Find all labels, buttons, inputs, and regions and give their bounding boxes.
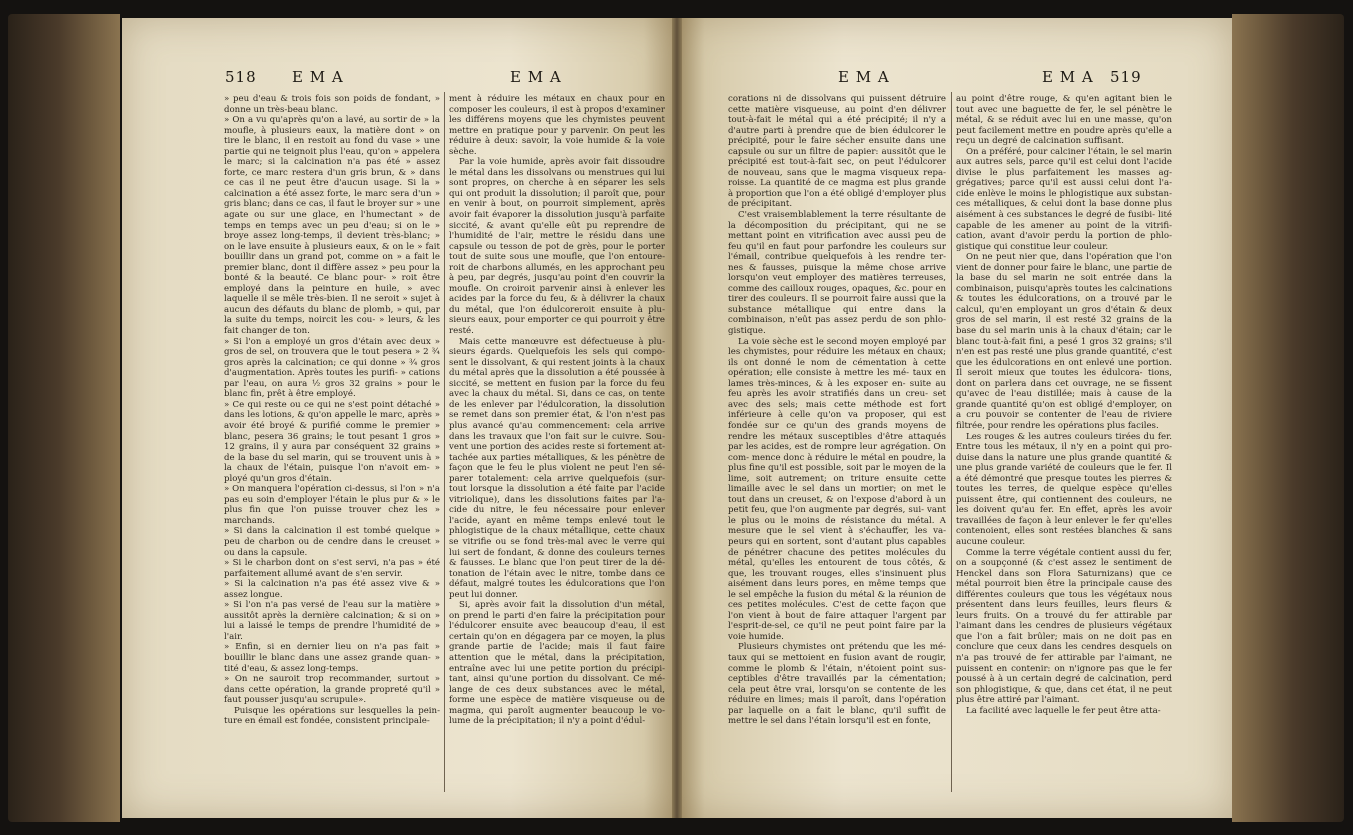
- paragraph: » On a vu qu'après qu'on a lavé, au sortir de » la moufle, à plusieurs eaux, la matière dont » on tire le blanc, il en restoit au fond du vase » une partie qui ne teignoit plus l'eau, qu'on » appelera le marc; si la calcination n'a pas été » assez forte, ce marc restera d'un gris brun, & » dans ce cas il ne peut être d'aucun usage. Si la » calcination a été assez forte, le marc sera d'un » gris blanc; dans ce cas, il faut le broyer sur » une agate ou sur une glace, en l'humectant » de temps en temps avec un peu d'eau; si on le » broye assez long-temps, il devient très-blanc; » on le lave ensuite à plusieurs eaux, & on le » fait bouillir dans un grand pot, comme on » a fait le premier blanc, dont il diffère assez » peu pour la bonté & la beauté. Ce blanc pour- » roit être employé dans la peinture en huile, » avec laquelle il se mêle très-bien. Il ne seroit » sujet à aucun des défauts du blanc de plomb, » qui, par la suite du temps, noircit les cou- » leurs, & les fait changer de ton.: [224, 115, 440, 337]
- right-running-head-2: E M A: [1042, 68, 1094, 86]
- right-column-1: [728, 94, 946, 800]
- paragraph: » Enfin, si en dernier lieu on n'a pas fait » bouillir le blanc dans une assez grande quan- » tité d'eau, & assez long-temps.: [224, 642, 440, 674]
- paragraph: On ne peut nier que, dans l'opération que l'on vient de donner pour faire le blanc, une partie de la base du sel marin ne soit entrée dans la combinaison, puisqu'après toutes les calcinations & toutes les édulcorations, on a trouvé par le calcul, qu'en employant un gros d'étain & deux gros de sel marin, il est resté 32 grains de la base du sel marin unis à la chaux d'étain; car le blanc tout-à-fait fini, a pesé 1 gros 32 grains; s'il n'en est pas resté une plus grande quantité, c'est que les édulcorations en ont enlevé une portion. Il seroit mieux que toutes les édulcora- tions, dont on parlera dans cet ouvrage, ne se fissent qu'avec de l'eau distillée; mais à cause de la grande quantité qu'on est obligé d'employer, on a cru pouvoir se contenter de l'eau de riviere filtrée, pour rendre les opérations plus faciles.: [956, 252, 1172, 431]
- book-edge-right: [1232, 14, 1344, 822]
- paragraph: C'est vraisemblablement la terre résultante de la décomposition du précipitant, qui ne se mettant point en vitrification avec aussi peu de feu qu'il en faut pour parfondre les couleurs sur l'émail, contribue quelquefois à les rendre ter- nes & fausses, puisque la même chose arrive lorsqu'on veut employer des matières terreuses, comme des cailloux rouges, opaques, &c. pour en tirer des couleurs. Il se pourroit faire aussi que la substance métallique qui entre dans la combinaison, n'eût pas assez perdu de son phlo- gistique.: [728, 210, 946, 337]
- paragraph: La voie sèche est le second moyen employé par les chymistes, pour réduire les métaux en chaux; ils ont donné le nom de cémentation à cette opération; elle consiste à mettre les mé- taux en lames très-minces, & à les exposer en- suite au feu après les avoir stratifiés dans un creu- set avec des sels; mais cette méthode est fort inférieure à celle qu'on va proposer, qui est fondée sur ce qu'un des grands moyens de rendre les métaux susceptibles d'être attaqués par les acides, est de rompre leur agrégation. On com- mence donc à réduire le métal en poudre, la plus fine qu'il est possible, soit par le moyen de la lime, soit autrement; on triture ensuite cette limaille avec le sel dans un mortier; on met le tout dans un creuset, & on l'expose d'abord à un petit feu, que l'on augmente par degrés, sui- vant le plus ou le moins de résistance du métal. A mesure que le sel vient à s'échauffer, les va- peurs qui en sortent, sont d'autant plus capables de pénétrer chacune des petites molécules du métal, qu'elles les entourent de tous côtés, & que, les trouvant rouges, elles s'insinuent plus aisément dans leurs pores, en même temps que le sel empêche la fusion du métal & la réunion de ces petites molécules. C'est de cette façon que l'on vient à bout de faire attaquer l'argent par l'esprit-de-sel, ce qu'il ne peut point faire par la voie humide.: [728, 336, 946, 642]
- paragraph: au point d'être rouge, & qu'en agitant bien le tout avec une baguette de fer, le sel pénètre le métal, & se réduit avec lui en une masse, qu'on peut facilement mettre en poudre après qu'elle a reçu un degré de calcination suffisant.: [956, 94, 1172, 147]
- left-column-2: [449, 94, 665, 800]
- paragraph: Plusieurs chymistes ont prétendu que les mé- taux qui se mettoient en fusion avant de rougir, comme le plomb & l'étain, n'étoient point sus- ceptibles d'être travaillés par la cémentation; cela peut être vrai, lorsqu'on se contente de les réduire en limes; mais il paroît, dans l'opération par laquelle on a fait le blanc, qu'il suffit de mettre le sel dans l'étain lorsqu'il est en fonte,: [728, 642, 946, 727]
- right-column-rule: [951, 92, 952, 792]
- paragraph: » Si l'on n'a pas versé de l'eau sur la matière » aussitôt après la dernière calcination; & si on » lui a laissé le temps de prendre l'humidité de » l'air.: [224, 600, 440, 642]
- paragraph: » On manquera l'opération ci-dessus, si l'on » n'a pas eu soin d'employer l'étain le plus pur & » le plus fin que l'on puisse trouver chez les » marchands.: [224, 484, 440, 526]
- paragraph: On a préféré, pour calciner l'étain, le sel marin aux autres sels, parce qu'il est celui dont l'acide divise le plus parfaitement les masses ag- grégatives; parce qu'il est aussi celui dont l'a- cide enlève le moins le phlogistique aux substan- ces métalliques, & celui dont la base donne plus aisément à ces substances le degré de fusibi- lité capable de les amener au point de la vitrifi- cation, avant d'avoir perdu la portion de phlo- gistique qui constitue leur couleur.: [956, 146, 1172, 252]
- paragraph: » Si le charbon dont on s'est servi, n'a pas » été parfaitement allumé avant de s'en servir.: [224, 558, 440, 579]
- paragraph: Les rouges & les autres couleurs tirées du fer. Entre tous les métaux, il n'y en a point qui pro- duise dans la nature une plus grande quantité & une plus grande variété de couleurs que le fer. Il a été démontré que presque toutes les pierres & toutes les terres, de quelque espèce qu'elles puissent être, qui contiennent des couleurs, ne les doivent qu'au fer. En effet, après les avoir travaillées de façon à leur enlever le fer qu'elles contenoient, elles sont restées blanches & sans aucune couleur.: [956, 431, 1172, 547]
- paragraph: ment à réduire les métaux en chaux pour en composer les couleurs, il est à propos d'examiner les différens moyens que les chymistes peuvent mettre en pratique pour y parvenir. On peut les réduire à deux: savoir, la voie humide & la voie sèche.: [449, 94, 665, 157]
- paragraph: » Ce qui reste ou ce qui ne s'est point détaché » dans les lotions, & qu'on appelle le marc, après » avoir été broyé & purifié comme le premier » blanc, pesera 36 grains; le tout pesant 1 gros » 12 grains, il y aura par conséquent 32 grains » de la base du sel marin, qui se trouvent unis à » la chaux de l'étain, puisque l'on n'avoit em- » ployé qu'un gros d'étain.: [224, 399, 440, 484]
- left-running-head-1: E M A: [292, 68, 344, 86]
- paragraph: » On ne sauroit trop recommander, surtout » dans cette opération, la grande propreté qu'il » faut pousser jusqu'au scrupule».: [224, 674, 440, 706]
- right-page-number: 519: [1110, 68, 1142, 86]
- right-column-2: [956, 94, 1172, 800]
- paragraph: » peu d'eau & trois fois son poids de fondant, » donne un très-beau blanc.: [224, 94, 440, 115]
- book-gutter: [672, 18, 682, 818]
- paragraph: Comme la terre végétale contient aussi du fer, on a soupçonné (& c'est assez le sentiment de Henckel dans son Flora Saturnizans) que ce métal pourroit bien être la principale cause des différentes couleurs que tous les végétaux nous présentent dans leurs feuilles, leurs fleurs & leurs fruits. On a trouvé du fer attirable par l'aimant dans les cendres de plusieurs végétaux que l'on a fait brûler; mais on ne doit pas en conclure que ceux dans les cendres desquels on n'a pas trouvé de fer attirable par l'aimant, ne puissent en contenir: on n'ignore pas que le fer poussé à à un certain degré de calcination, perd son phlogistique, & que, dans cet état, il ne peut plus être attiré par l'aimant.: [956, 547, 1172, 706]
- paragraph: Par la voie humide, après avoir fait dissoudre le métal dans les dissolvans ou menstrues qui lui sont propres, on cherche à en séparer les sels qui ont produit la dissolution; il paroît que, pour en venir à bout, on pourroit simplement, après avoir fait évaporer la dissolution jusqu'à parfaite siccité, & avant qu'elle eût pu reprendre de l'humidité de l'air, mettre le résidu dans une capsule ou tesson de pot de grès, pour le porter tout de suite sous une moufle, que l'on entoure- roit de charbons allumés, en les approchant peu à peu, par degrés, jusqu'au point d'en couvrir la moufle. On croiroit parvenir ainsi à enlever les acides par la force du feu, & à délivrer la chaux du métal, que l'on édulcoreroit ensuite à plu- sieurs eaux, pour emporter ce qui pourroit y être resté.: [449, 157, 665, 337]
- paragraph: corations ni de dissolvans qui puissent détruire cette matière visqueuse, au point d'en délivrer tout-à-fait le métal qui a été précipité; il n'y a d'autre parti à prendre que de bien édulcorer le précipité, pour le faire sécher ensuite dans une capsule ou sur un filtre de papier: aussitôt que le précipité est tout-à-fait sec, on peut l'édulcorer de nouveau, sans que le magma visqueux repa- roisse. La quantité de ce magma est plus grande à proportion que l'on a été obligé d'employer plus de précipitant.: [728, 94, 946, 210]
- paragraph: » Si la calcination n'a pas été assez vive & » assez longue.: [224, 579, 440, 600]
- paragraph: La facilité avec laquelle le fer peut être atta-: [966, 705, 1161, 716]
- paragraph: » Si dans la calcination il est tombé quelque » peu de charbon ou de cendre dans le creuset » ou dans la capsule.: [224, 526, 440, 558]
- paragraph: Mais cette manœuvre est défectueuse à plu- sieurs égards. Quelquefois les sels qui compo- sent le dissolvant, & qui restent joints à la chaux du métal après que la dissolution a été poussée à siccité, se mettent en fusion par la force du feu avec la chaux du métal. Si, dans ce cas, on tente de les enlever par l'édulcoration, la dissolution se remet dans son premier état, & l'on n'est pas plus avancé qu'au commencement: cela arrive dans les travaux que l'on fait sur le cuivre. Sou- vent une portion des acides reste si fortement at- tachée aux parties métalliques, & les pénètre de façon que le feu le plus violent ne peut l'en sé- parer totalement: cela arrive quelquefois (sur- tout lorsque la dissolution a été faite par l'acide vitriolique), dans les dissolutions faites par l'a- cide du nitre, le feu nécessaire pour enlever l'acide, ayant en même temps enlevé tout le phlogistique de la chaux métallique, cette chaux se vitrifie ou se fond très-mal avec le verre qui lui sert de fondant, & donne des couleurs ternes & fausses. Le blanc que l'on peut tirer de la dé- tonation de l'étain avec le nitre, tombe dans ce défaut, malgré toutes les édulcorations que l'on peut lui donner.: [449, 336, 665, 600]
- right-running-head-1: E M A: [838, 68, 890, 86]
- left-column-1: [224, 94, 440, 800]
- book-edge-left: [8, 14, 120, 822]
- left-running-head-2: E M A: [510, 68, 562, 86]
- left-column-rule: [444, 92, 445, 792]
- paragraph: Puisque les opérations sur lesquelles la pein- ture en émail est fondée, consistent principale-: [224, 705, 440, 727]
- paragraph: » Si l'on a employé un gros d'étain avec deux » gros de sel, on trouvera que le tout pesera » 2 ¾ gros après la calcination; ce qui donne » ¾ gros d'augmentation. Après toutes les purifi- » cations par l'eau, on aura ½ gros 32 grains » pour le blanc fin, prêt à être employé.: [224, 336, 440, 400]
- paragraph: Si, après avoir fait la dissolution d'un métal, on prend le parti d'en faire la précipitation pour l'édulcorer ensuite avec beaucoup d'eau, il est certain qu'on en dégagera par ce moyen, la plus grande partie de l'acide; mais il faut faire attention que le métal, dans la précipitation, entraîne avec lui une petite portion du précipi- tant, ainsi qu'une portion du dissolvant. Ce mé- lange de ces deux substances avec le métal, forme une espèce de matière visqueuse ou de magma, qui paroît augmenter beaucoup le vo- lume de la précipitation; il n'y a point d'édul-: [449, 600, 665, 727]
- left-page-number: 518: [225, 68, 257, 86]
